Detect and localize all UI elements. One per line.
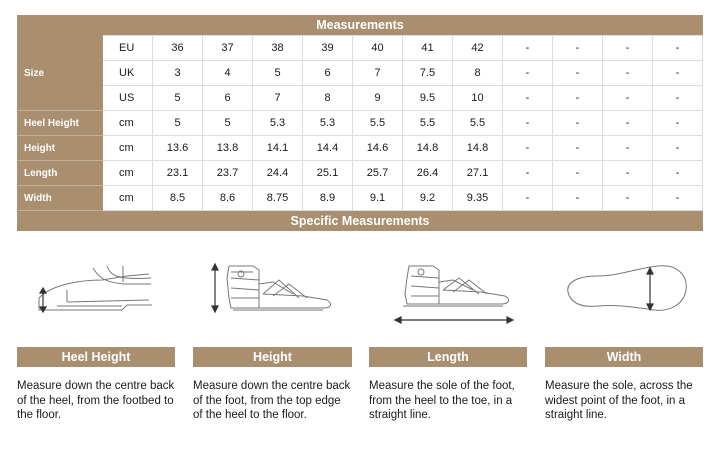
value-cell: - xyxy=(603,161,653,186)
sole-width-diagram-icon xyxy=(558,258,698,328)
value-cell: - xyxy=(553,186,603,211)
value-cell: 6 xyxy=(203,86,253,111)
value-cell: - xyxy=(653,161,703,186)
value-cell: 38 xyxy=(253,36,303,61)
size-row-eu xyxy=(18,36,703,61)
value-cell: - xyxy=(603,36,653,61)
unit-cell: US xyxy=(103,86,153,111)
unit-cell: EU xyxy=(103,36,153,61)
value-cell: 8.6 xyxy=(203,186,253,211)
value-cell: 9.2 xyxy=(403,186,453,211)
size-row-us xyxy=(18,86,703,111)
value-cell: 14.8 xyxy=(403,136,453,161)
length-description: Measure the sole of the foot, from the heel to the toe, in a straight line. xyxy=(369,380,515,421)
heel-diagram-icon xyxy=(27,258,177,318)
value-cell: - xyxy=(553,86,603,111)
value-cell: - xyxy=(603,61,653,86)
size-row-header: Size xyxy=(18,36,103,111)
value-cell: 26.4 xyxy=(403,161,453,186)
measure-row-width xyxy=(18,186,703,211)
value-cell: - xyxy=(503,161,553,186)
value-cell: - xyxy=(503,36,553,61)
row-header: Heel Height xyxy=(18,111,103,136)
value-cell: - xyxy=(553,111,603,136)
value-cell: - xyxy=(653,61,703,86)
value-cell: - xyxy=(653,136,703,161)
value-cell: 24.4 xyxy=(253,161,303,186)
unit-cell: cm xyxy=(103,186,153,211)
value-cell: - xyxy=(653,36,703,61)
value-cell: 14.8 xyxy=(453,136,503,161)
value-cell: - xyxy=(603,111,653,136)
value-cell: 4 xyxy=(203,61,253,86)
value-cell: - xyxy=(603,186,653,211)
height-description: Measure down the centre back of the foot, from the top edge of the heel to the floor. xyxy=(193,380,351,421)
row-header: Height xyxy=(18,136,103,161)
value-cell: 36 xyxy=(153,36,203,61)
length-label: Length xyxy=(369,347,527,367)
unit-cell: cm xyxy=(103,161,153,186)
value-cell: 25.7 xyxy=(353,161,403,186)
sandal-height-diagram-icon xyxy=(203,258,353,318)
heel-height-label: Heel Height xyxy=(17,347,175,367)
width-description: Measure the sole, across the widest point of the foot, in a straight line. xyxy=(545,380,693,421)
value-cell: 8.9 xyxy=(303,186,353,211)
value-cell: 5.5 xyxy=(353,111,403,136)
value-cell: 14.4 xyxy=(303,136,353,161)
unit-cell: cm xyxy=(103,136,153,161)
value-cell: 25.1 xyxy=(303,161,353,186)
value-cell: 39 xyxy=(303,36,353,61)
value-cell: - xyxy=(603,136,653,161)
value-cell: - xyxy=(653,186,703,211)
value-cell: 13.8 xyxy=(203,136,253,161)
measurements-title: Measurements xyxy=(17,15,703,35)
value-cell: - xyxy=(503,186,553,211)
value-cell: 40 xyxy=(353,36,403,61)
value-cell: 8 xyxy=(453,61,503,86)
height-label: Height xyxy=(193,347,352,367)
value-cell: - xyxy=(653,111,703,136)
row-header: Length xyxy=(18,161,103,186)
size-chart-table xyxy=(17,35,703,211)
measure-row-heel-height xyxy=(18,111,703,136)
value-cell: - xyxy=(503,136,553,161)
value-cell: - xyxy=(653,86,703,111)
value-cell: 41 xyxy=(403,36,453,61)
value-cell: 7 xyxy=(353,61,403,86)
value-cell: 8.75 xyxy=(253,186,303,211)
value-cell: 5 xyxy=(153,86,203,111)
row-header: Width xyxy=(18,186,103,211)
value-cell: 37 xyxy=(203,36,253,61)
value-cell: 9 xyxy=(353,86,403,111)
sandal-length-diagram-icon xyxy=(383,258,533,328)
value-cell: 9.35 xyxy=(453,186,503,211)
value-cell: - xyxy=(503,111,553,136)
value-cell: - xyxy=(603,86,653,111)
value-cell: 3 xyxy=(153,61,203,86)
value-cell: 10 xyxy=(453,86,503,111)
value-cell: 5 xyxy=(203,111,253,136)
value-cell: 7.5 xyxy=(403,61,453,86)
value-cell: - xyxy=(553,36,603,61)
value-cell: - xyxy=(503,86,553,111)
value-cell: 23.1 xyxy=(153,161,203,186)
value-cell: 5 xyxy=(253,61,303,86)
value-cell: - xyxy=(553,136,603,161)
heel-height-description: Measure down the centre back of the heel, from the footbed to the floor. xyxy=(17,380,175,421)
value-cell: - xyxy=(503,61,553,86)
value-cell: 14.6 xyxy=(353,136,403,161)
measure-row-length xyxy=(18,161,703,186)
value-cell: 8 xyxy=(303,86,353,111)
value-cell: 5.5 xyxy=(403,111,453,136)
value-cell: 9.1 xyxy=(353,186,403,211)
value-cell: 8.5 xyxy=(153,186,203,211)
value-cell: 42 xyxy=(453,36,503,61)
value-cell: 5.3 xyxy=(253,111,303,136)
value-cell: 23.7 xyxy=(203,161,253,186)
value-cell: 9.5 xyxy=(403,86,453,111)
value-cell: 5.5 xyxy=(453,111,503,136)
unit-cell: cm xyxy=(103,111,153,136)
value-cell: 14.1 xyxy=(253,136,303,161)
value-cell: 27.1 xyxy=(453,161,503,186)
value-cell: - xyxy=(553,161,603,186)
size-row-uk xyxy=(18,61,703,86)
width-label: Width xyxy=(545,347,703,367)
value-cell: - xyxy=(553,61,603,86)
specific-measurements-title: Specific Measurements xyxy=(17,211,703,231)
value-cell: 13.6 xyxy=(153,136,203,161)
measurements-table-section xyxy=(17,15,703,231)
value-cell: 7 xyxy=(253,86,303,111)
value-cell: 5 xyxy=(153,111,203,136)
measure-row-height xyxy=(18,136,703,161)
value-cell: 6 xyxy=(303,61,353,86)
unit-cell: UK xyxy=(103,61,153,86)
value-cell: 5.3 xyxy=(303,111,353,136)
